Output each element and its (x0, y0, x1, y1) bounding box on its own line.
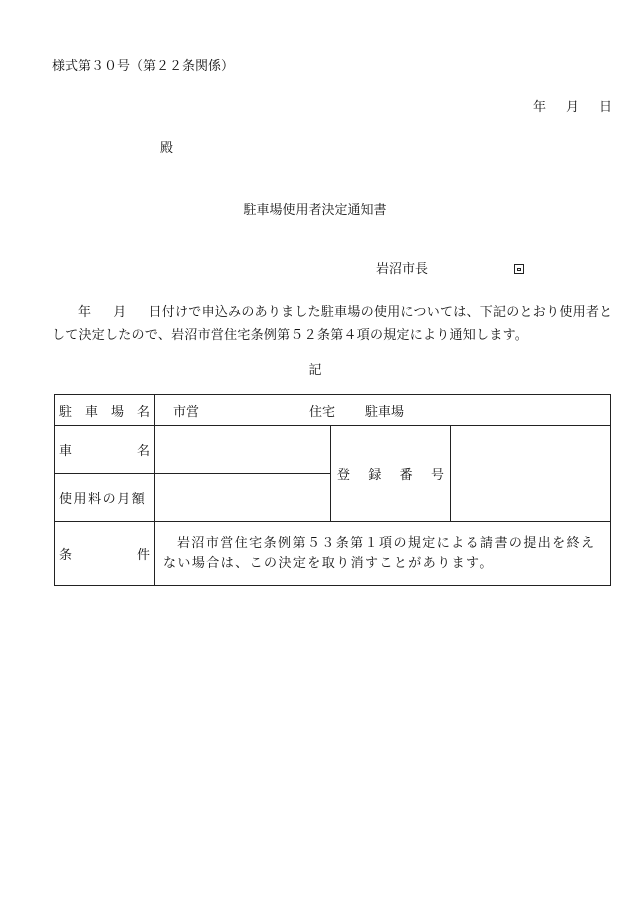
reg-label-char: 号 (430, 468, 444, 483)
lot-label-char: 場 (110, 404, 124, 420)
table-row-condition (55, 522, 611, 586)
fee-value (155, 474, 331, 522)
addressee-suffix: 殿 (160, 141, 174, 156)
lot-suffix: 駐車場 (365, 404, 405, 420)
lot-label-char: 名 (136, 404, 150, 420)
condition-value (155, 522, 611, 586)
table-row-car (55, 426, 611, 474)
reg-label-char: 登 (337, 468, 351, 483)
lot-label (55, 395, 155, 426)
issuer-name: 岩沼市長 (376, 262, 429, 277)
cond-label-char: 件 (136, 548, 150, 563)
detail-table (54, 394, 611, 586)
body-year: 年 (78, 305, 92, 320)
seal-icon (514, 264, 524, 274)
date-year: 年 (532, 100, 546, 115)
lot-label-char: 車 (84, 404, 98, 420)
reg-value (451, 426, 611, 522)
lot-middle: 住宅 (309, 404, 336, 420)
form-number: 様式第３０号（第２２条関係） (52, 59, 235, 74)
car-value (155, 426, 331, 474)
reg-label (331, 426, 451, 522)
lot-label-char: 駐 (59, 404, 73, 420)
condition-text: 岩沼市営住宅条例第５３条第１項の規定による請書の提出を終えない場合は、この決定を取り消すことがあります。 (163, 535, 596, 571)
date-line (533, 101, 612, 114)
condition-label (55, 522, 155, 586)
ki-heading: 記 (308, 363, 322, 378)
reg-label-char: 番 (399, 468, 413, 483)
body-month: 月 (113, 305, 127, 320)
notice-body (52, 301, 618, 347)
date-day: 日 (598, 100, 612, 115)
date-month: 月 (565, 100, 579, 115)
table-row-lot (55, 395, 611, 426)
body-text-main: 日付けで申込みのありました駐車場の使用については、下記のとおり使用者として決定したので、岩沼市営住宅条例第５２条第４項の規定により通知します。 (52, 305, 613, 343)
fee-label-text: 使用料の月額 (59, 492, 147, 507)
lot-value (155, 395, 611, 426)
document-title: 駐車場使用者決定通知書 (243, 203, 387, 218)
car-label-char: 車 (59, 444, 73, 459)
lot-prefix: 市営 (173, 404, 200, 420)
car-label (55, 426, 155, 474)
car-label-char: 名 (136, 444, 150, 459)
cond-label-char: 条 (59, 548, 73, 563)
reg-label-char: 録 (368, 468, 382, 483)
fee-label (55, 474, 155, 522)
